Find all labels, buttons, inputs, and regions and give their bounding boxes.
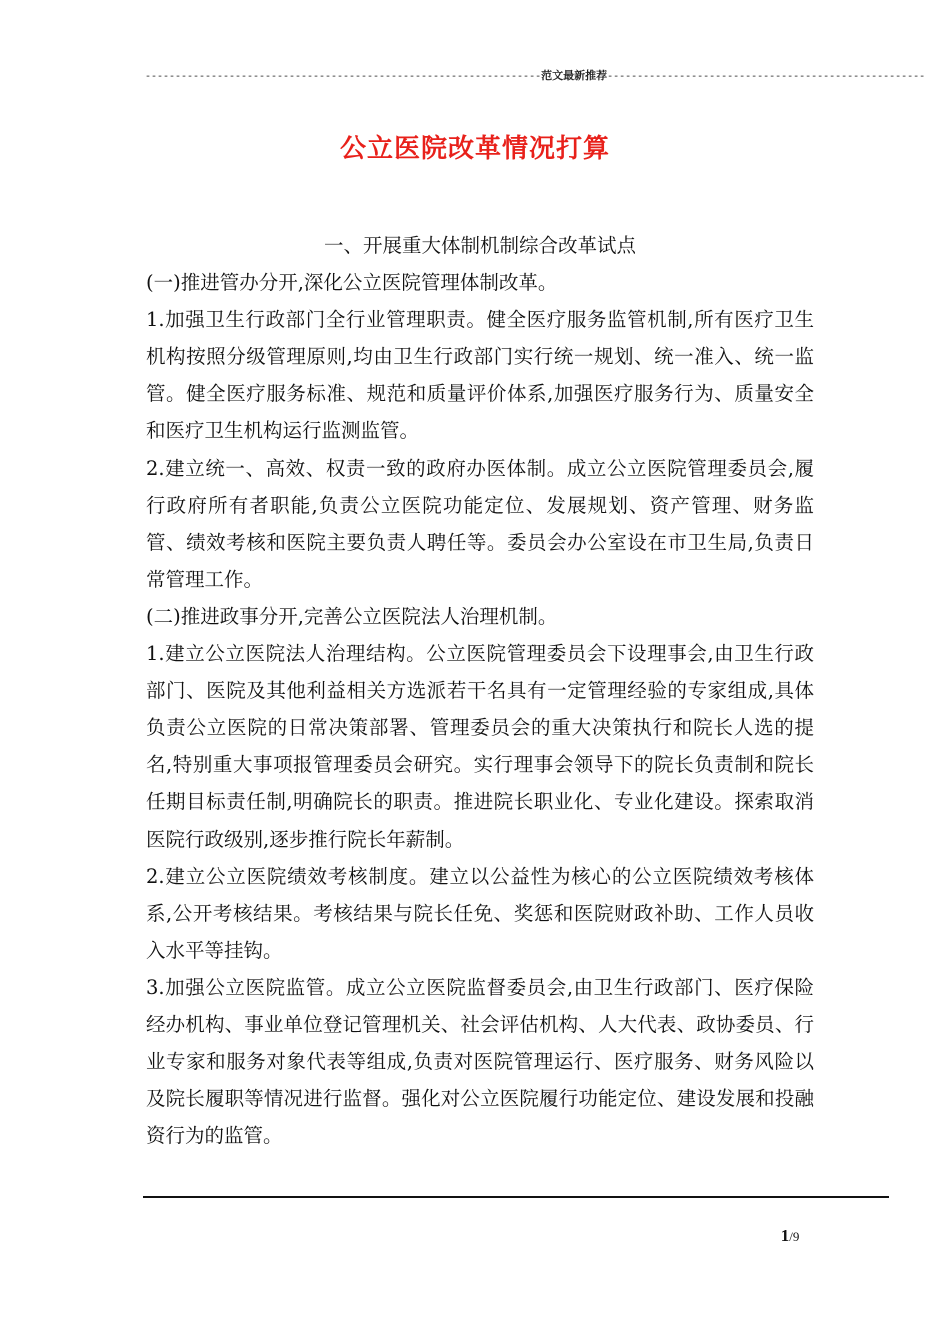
section-heading: 一、开展重大体制机制综合改革试点 [323,234,636,257]
paragraph: 1.建立公立医院法人治理结构。公立医院管理委员会下设理事会,由卫生行政部门、医院及其他利益相关方选派若干名具有一定管理经验的专家组成,具体负责公立医院的日常决策部署、管理委员会的重大决策执行和院长人选的提名,特别重大事项报管理委员会研究。实行理事会领导下的院长负责制和院长任期目标责任制,明确院长的职责。推进院长职业化、专业化建设。探索取消医院行政级别,逐步推行院长年薪制。 [146,642,814,851]
footer-divider [143,1196,889,1198]
document-title: 公立医院改革情况打算 [339,134,610,164]
header-dashes-right: ----------------------------------------------------- [607,72,926,83]
paragraph: 2.建立公立医院绩效考核制度。建立以公益性为核心的公立医院绩效考核体系,公开考核结果。考核结果与院长任免、奖惩和医院财政补助、工作人员收入水平等挂钩。 [146,864,814,962]
current-page: 1 [780,1226,790,1245]
page-number [760,1226,820,1246]
total-pages: 9 [792,1229,800,1244]
paragraph: 3.加强公立医院监管。成立公立医院监督委员会,由卫生行政部门、医疗保险经办机构、事业单位登记管理机关、社会评估机构、人大代表、政协委员、行业专家和服务对象代表等组成,负责对医院管理运行、医疗服务、财务风险以及院长履职等情况进行监督。强化对公立医院履行功能定位、建设发展和投融资行为的监管。 [146,975,814,1148]
header-label: 范文最新推荐 [541,69,608,82]
subsection-heading: (二)推进政事分开,完善公立医院法人治理机制。 [146,604,558,628]
paragraph: 1.加强卫生行政部门全行业管理职责。健全医疗服务监管机制,所有医疗卫生机构按照分级管理原则,均由卫生行政部门实行统一规划、统一准入、统一监管。健全医疗服务标准、规范和质量评价体系,加强医疗服务行为、质量安全和医疗卫生机构运行监测监管。 [146,308,814,443]
document-body [146,227,814,1154]
page-separator: / [789,1229,793,1244]
paragraph: 2.建立统一、高效、权责一致的政府办医体制。成立公立医院管理委员会,履行政府所有者职能,负责公立医院功能定位、发展规划、资产管理、财务监管、绩效考核和医院主要负责人聘任等。委员会办公室设在市卫生局,负责日常管理工作。 [146,456,814,591]
header-dashes-left: ------------------------------------------------------------------ [145,72,542,83]
header-rule [145,68,926,84]
subsection-heading: (一)推进管办分开,深化公立医院管理体制改革。 [146,271,558,295]
